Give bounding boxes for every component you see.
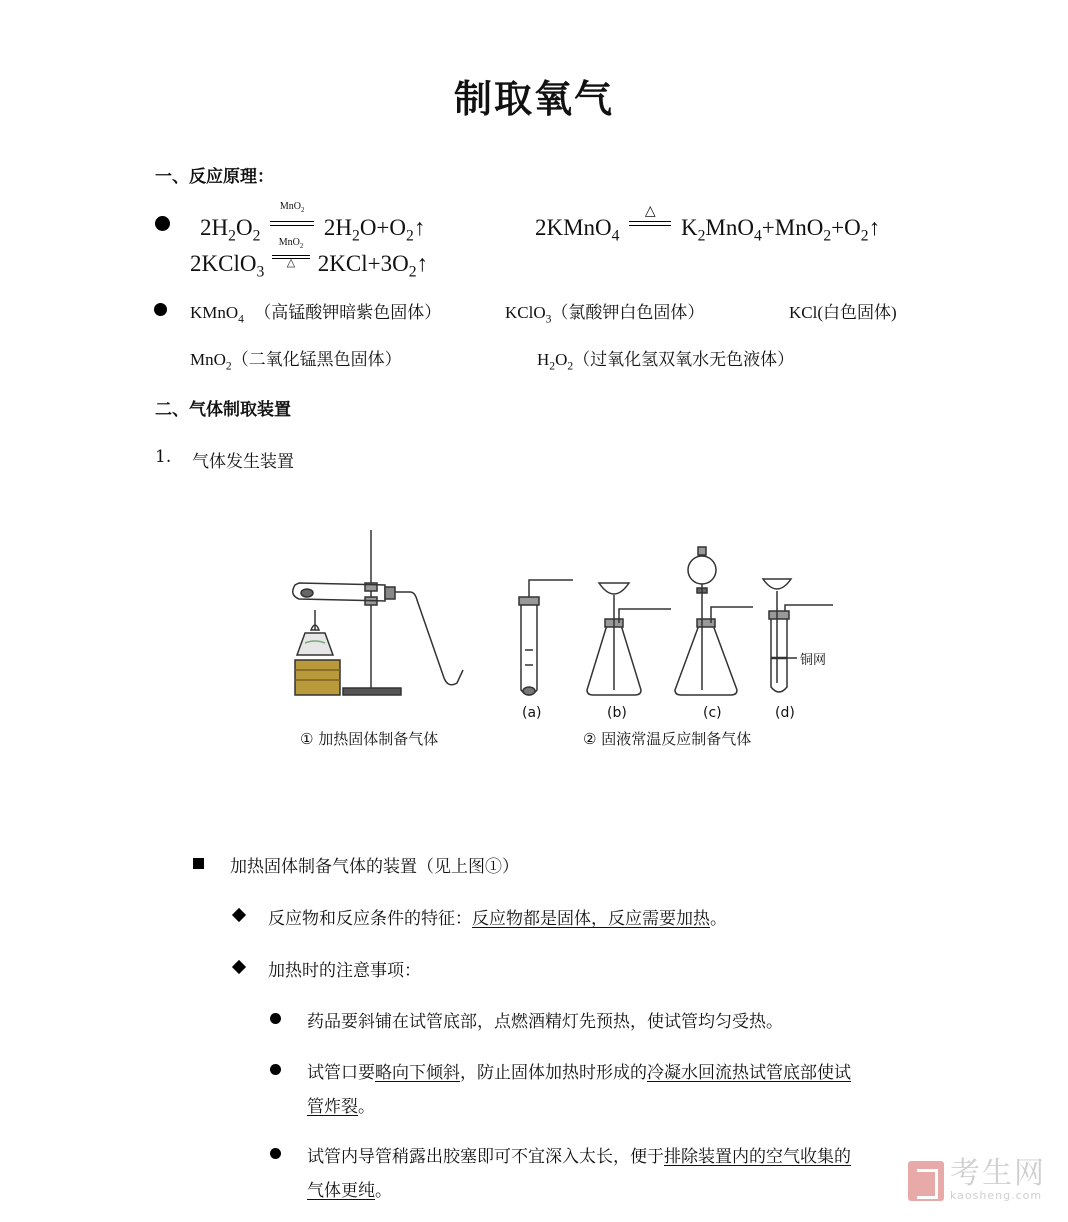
- precaution-2-line1: 试管口要略向下倾斜，防止固体加热时形成的冷凝水回流热试管底部使试: [307, 1063, 851, 1083]
- figure-caption-1: ① 加热固体制备气体: [300, 730, 439, 748]
- bullet: [270, 1148, 281, 1159]
- reaction-condition-mno2-heat: MnO$_2$ △: [270, 245, 312, 273]
- page-title: 制取氧气: [453, 77, 614, 121]
- bullet: [155, 216, 170, 231]
- equation-h2o2: $2H_2O_2$ MnO$_2$ $2H_2O+O_2↑$: [200, 201, 426, 245]
- precaution-3-line2: 气体更纯。: [307, 1181, 392, 1201]
- apparatus-b-funnel: [599, 583, 629, 594]
- note-heating-precautions: 加热时的注意事项：: [268, 961, 421, 981]
- note-heating-solid-apparatus: 加热固体制备气体的装置（见上图①）: [230, 857, 519, 877]
- label-c: (c): [703, 705, 722, 721]
- delivery-tube: [395, 592, 463, 685]
- apparatus-a-tube: [521, 600, 537, 695]
- section-heading-reaction-principle: 一、反应原理：: [155, 167, 274, 187]
- watermark-domain: kaosheng.com: [950, 1189, 1043, 1202]
- apparatus-d-tube: [771, 615, 787, 692]
- square-bullet: [193, 858, 204, 869]
- copper-mesh-label: 铜网: [800, 653, 827, 668]
- apparatus-d-funnel: [763, 579, 791, 589]
- section-heading-apparatus: 二、气体制取装置: [155, 400, 291, 420]
- watermark-logo-icon: [908, 1161, 944, 1201]
- diamond-bullet: [232, 908, 246, 922]
- apparatus-a-outlet: [529, 580, 573, 597]
- equation-kmno4: 2KMnO$_4$ △ $K_2MnO_4+MnO_2+O_2↑$: [535, 204, 881, 245]
- figure-caption-2: ② 固液常温反应制备气体: [583, 730, 752, 748]
- substance-kcl: KCl(白色固体): [789, 303, 897, 322]
- watermark: [908, 1156, 1046, 1202]
- apparatus-c-flask: [675, 625, 737, 695]
- bullet: [270, 1064, 281, 1075]
- apparatus-c-outlet: [711, 607, 753, 623]
- apparatus-d-outlet: [785, 605, 833, 611]
- subheading-gas-generator: 气体发生装置: [192, 452, 294, 472]
- bullet: [270, 1013, 281, 1024]
- apparatus-b-outlet: [619, 609, 671, 623]
- substance-kclo3: KClO$_3$（氯酸钾白色固体）: [505, 303, 705, 326]
- precaution-1: 药品要斜铺在试管底部，点燃酒精灯先预热，使试管均匀受热。: [307, 1012, 783, 1032]
- diamond-bullet: [232, 960, 246, 974]
- label-d: (d): [775, 705, 795, 721]
- solid-reagent: [301, 589, 313, 597]
- iron-stand-base: [343, 688, 401, 695]
- substance-kmno4: KMnO$_4$ （高锰酸钾暗紫色固体）: [190, 303, 442, 326]
- wood-block: [295, 660, 340, 695]
- stopper: [385, 587, 395, 599]
- apparatus-figure: [285, 525, 845, 755]
- substance-h2o2: $H_2O_2$（过氧化氢双氧水无色液体）: [537, 350, 795, 373]
- equation-kclo3: 2KClO$_3$ MnO$_2$ △ $2KCl+3O_2↑$: [190, 237, 428, 281]
- list-number: 1.: [155, 447, 172, 467]
- apparatus-diagram: [285, 525, 845, 755]
- watermark-brand: 考生网: [950, 1156, 1046, 1191]
- bullet: [154, 303, 167, 316]
- precaution-2-line2: 管炸裂。: [307, 1097, 375, 1117]
- reaction-condition-mno2: MnO$_2$: [268, 209, 316, 237]
- substance-mno2: MnO$_2$（二氧化锰黑色固体）: [190, 350, 402, 373]
- label-b: (b): [607, 705, 627, 721]
- precaution-3-line1: 试管内导管稍露出胶塞即可不宜深入太长，便于排除装置内的空气收集的: [307, 1147, 851, 1167]
- apparatus-c-sep-funnel: [688, 556, 716, 584]
- note-reactant-features: 反应物和反应条件的特征：反应物都是固体，反应需要加热。: [268, 909, 727, 929]
- label-a: (a): [522, 705, 542, 721]
- reaction-condition-heat: △: [627, 209, 673, 237]
- alcohol-lamp: [297, 633, 333, 655]
